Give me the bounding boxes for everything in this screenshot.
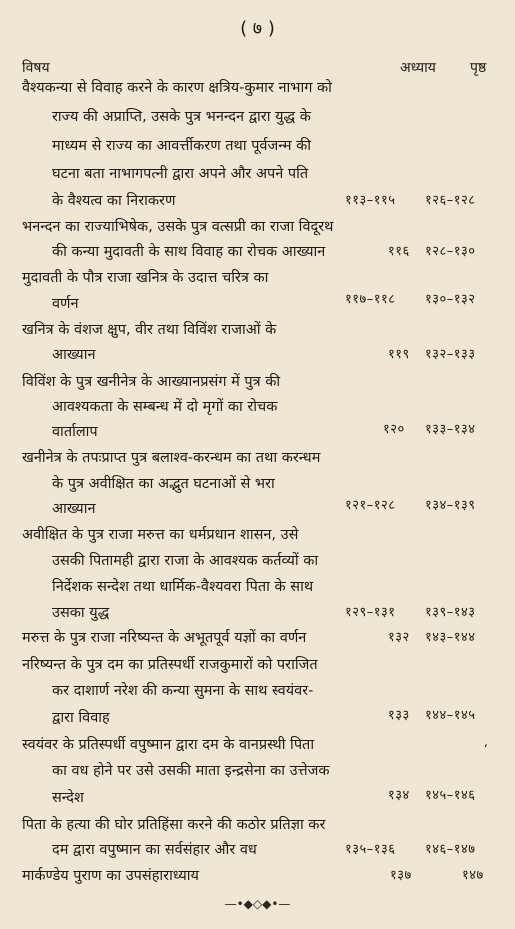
entry-line: निर्देशक सन्देश तथा धार्मिक-वैश्यवरा पिता के साथ (52, 579, 314, 595)
entry-line: भनन्दन का राज्याभिषेक, उसके पुत्र वत्सप्री का राजा विदूरथ (22, 219, 334, 235)
page-range: १४५–१४६ (425, 788, 476, 803)
entry-line: घटना बता नाभागपत्नी द्वारा अपने और अपने पति (52, 166, 309, 182)
page-range: १३३–१३४ (425, 422, 476, 437)
entry-line: अवीक्षित के पुत्र राजा मरुत्त का धर्मप्रधान शासन, उसे (22, 527, 299, 543)
page-range: १३०–१३२ (425, 292, 476, 307)
chapter-number: १३५–१३६ (345, 842, 396, 857)
page-range: १३९–१४३ (425, 605, 476, 620)
entry-line: नरिष्यन्त के पुत्र दम का प्रतिस्पर्धी राजकुमारों को पराजित (22, 657, 318, 673)
entry-line: मरुत्त के पुत्र राजा नरिष्यन्त के अभूतपूर्व यज्ञों का वर्णन (22, 630, 307, 646)
chapter-number: १२९–१३१ (345, 605, 396, 620)
entry-line: वर्णन (52, 296, 79, 312)
entry-line: पिता के हत्या की घोर प्रतिहिंसा करने की कठोर प्रतिज्ञा कर (22, 817, 326, 833)
entry-line: खनित्र के वंशज क्षुप, वीर तथा विविंश राजाओं के (22, 322, 277, 338)
page-range: १४४–१४५ (425, 708, 476, 723)
page-range: १२६–१२८ (425, 193, 476, 208)
page-range: १२८–१३० (425, 244, 476, 259)
header-chapter: अध्याय (400, 60, 436, 76)
stray-mark: ʻ (484, 742, 488, 756)
chapter-number: १३७ (390, 868, 412, 883)
page-range: १३२–१३३ (425, 347, 476, 362)
entry-line: का वध होने पर उसे उसकी माता इन्द्रसेना का उत्तेजक (52, 763, 330, 779)
page-range: १३४–१३९ (425, 498, 476, 513)
entry-line: आवश्यकता के सम्बन्ध में दो मृगों का रोचक (52, 399, 278, 415)
entry-line: आख्यान (52, 501, 96, 517)
chapter-number: १३३ (388, 708, 410, 723)
entry-line: दम द्वारा वपुष्मान का सर्वसंहार और वध (52, 842, 257, 858)
chapter-number: १२१–१२८ (345, 498, 396, 513)
entry-line: के पुत्र अवीक्षित का अद्भुत घटनाओं से भरा (52, 476, 275, 492)
entry-line: राज्य की अप्राप्ति, उसके पुत्र भनन्दन द्वारा युद्ध के (52, 109, 311, 125)
entry-line: उसकी पितामही द्वारा राजा के आवश्यक कर्तव्यों का (52, 553, 319, 569)
entry-line: वार्तालाप (52, 424, 98, 440)
entry-line: माध्यम से राज्य का आवर्त्तीकरण तथा पूर्वजन्म की (52, 138, 312, 154)
chapter-number: ११३–११५ (345, 193, 396, 208)
entry-line: उसका युद्ध (52, 605, 110, 621)
entry-line: मार्कण्डेय पुराण का उपसंहाराध्याय (22, 868, 199, 884)
entry-line: द्वारा विवाह (52, 710, 110, 726)
entry-line: विविंश के पुत्र खनीनेत्र के आख्यानप्रसंग में पुत्र की (22, 374, 281, 390)
page-number: ( ७ ) (240, 18, 275, 39)
entry-line: स्वयंवर के प्रतिस्पर्धी वपुष्मान द्वारा दम के वानप्रस्थी पिता (22, 737, 315, 753)
entry-line: मुदावती के पौत्र राजा खनित्र के उदात्त चरित्र का (22, 270, 269, 286)
entry-line: आख्यान (52, 347, 96, 363)
chapter-number: १३२ (388, 630, 410, 645)
page-range: १४६–१४७ (425, 842, 476, 857)
entry-line: कर दाशार्ण नरेश की कन्या सुमना के साथ स्वयंवर- (52, 683, 314, 699)
chapter-number: ११७–११८ (345, 292, 396, 307)
chapter-number: ११६ (388, 244, 410, 259)
page-range: १४७ (462, 868, 484, 883)
entry-line: खनीनेत्र के तपःप्राप्त पुत्र बलाश्व-करन्धम का तथा करन्धम (22, 450, 321, 466)
entry-line: के वैश्यत्व का निराकरण (52, 193, 176, 209)
entry-line: की कन्या मुदावती के साथ विवाह का रोचक आख्यान (52, 244, 326, 260)
chapter-number: १३४ (388, 788, 410, 803)
entry-line: वैश्यकन्या से विवाह करने के कारण क्षत्रिय-कुमार नाभाग को (22, 80, 332, 96)
ornament-divider: —•◆◇◆•— (224, 897, 291, 911)
page-range: १४३–१४४ (425, 630, 476, 645)
entry-line: सन्देश (52, 790, 84, 806)
chapter-number: ११९ (388, 347, 410, 362)
chapter-number: १२० (383, 422, 405, 437)
header-page: पृष्ठ (470, 60, 487, 76)
header-subject: विषय (22, 60, 50, 76)
